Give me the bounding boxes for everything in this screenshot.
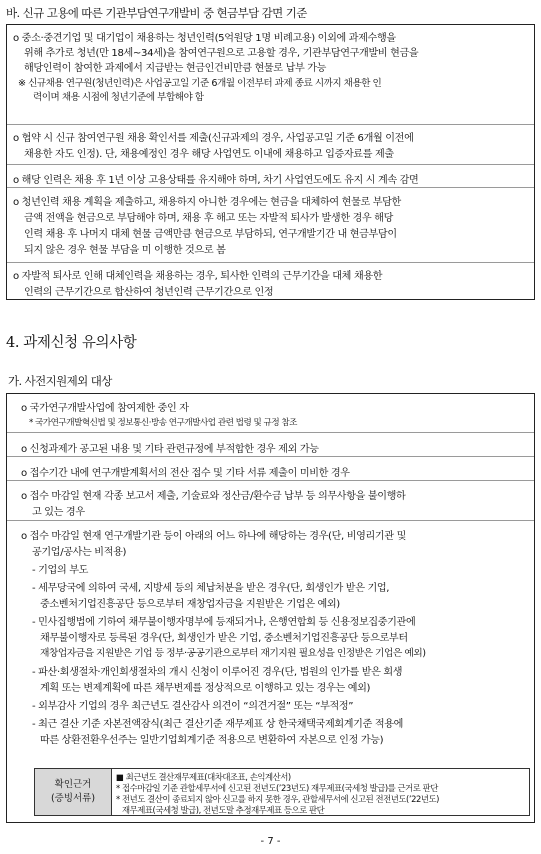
list-item-text: - 외부감사 기업의 경우 최근년도 결산감사 의견이 “의견거절” 또는 “부적정” [32, 701, 354, 712]
list-item [7, 432, 534, 457]
list-item-text: 공기업/공사는 비적용) [32, 547, 127, 558]
list-item [7, 25, 534, 102]
list-item [7, 262, 534, 301]
evidence-line: ■ 최근년도 결산재무제표(대차대조표, 손익계산서) [116, 772, 291, 782]
list-item-text: o 접수 마감일 현재 각종 보고서 제출, 기술료와 정산금/환수금 납부 등 의무사항을 불이행하 [21, 491, 406, 502]
list-item-text: 인력 채용 후 나머지 대체 현물 금액만큼 현금으로 부담하되, 연구개발기간 내 현금부담이 [24, 229, 397, 240]
list-item-text: 금액 전액을 현금으로 부담해야 하며, 채용 후 해고 또는 자발적 퇴사가 발생한 경우 해당 [24, 213, 394, 224]
section-ba-title: 바. 신규 고용에 따른 기관부담연구개발비 중 현금부담 감면 기준 [6, 6, 307, 20]
note-text: ※ 신규채용 연구원(청년인력)은 사업공고일 기준 6개월 이전부터 과제 종료 시까지 채용한 인 [18, 78, 382, 89]
list-item-text: 인력의 근무기간으로 합산하여 청년인력 근무기간으로 인정 [24, 287, 274, 298]
list-item-text: 위해 추가로 청년(만 18세~34세)을 참여연구원으로 고용할 경우, 기관부담연구개발비 현금을 [24, 48, 419, 59]
list-item-text: o 접수 마감일 현재 연구개발기관 등이 아래의 어느 하나에 해당하는 경우(단, 비영리기관 및 [21, 531, 406, 542]
evidence-body [112, 769, 529, 815]
list-item-text: - 기업의 부도 [32, 565, 89, 576]
list-item-text: 채무불이행자로 등록된 경우(단, 회생인가 받은 기업, 중소벤처기업진흥공단 등으로부터 [40, 633, 408, 644]
section-ba-box [6, 24, 535, 300]
evidence-line: * 접수마감일 기준 관할세무서에 신고된 전년도(’23년도) 재무제표(국세청 발급)를 근거로 판단 [116, 783, 438, 793]
evidence-line: 재무제표(국세청 발급), 전년도말 추정재무제표 등으로 판단 [122, 805, 325, 815]
list-item-text: 따른 상환전환우선주는 일반기업회계기준 적용으로 변환하여 자본으로 인정 가능) [40, 735, 384, 746]
list-item-text: o 해당 인력은 채용 후 1년 이상 고용상태를 유지해야 하며, 차기 사업연도에도 유지 시 계속 감면 [13, 175, 419, 186]
list-item-text: 계획 또는 변제계획에 따른 채무변제를 정상적으로 이행하고 있는 경우는 예외) [40, 683, 371, 694]
list-item-text: o 자발적 퇴사로 인해 대체인력을 채용하는 경우, 퇴사한 인력의 근무기간을 대체 채용한 [13, 271, 383, 282]
list-item-text: o 청년인력 채용 계획을 제출하고, 채용하지 아니한 경우에는 현금을 대체하여 현물로 부담한 [13, 197, 401, 208]
evidence-label-line: 확인근거 [54, 779, 92, 790]
list-item [7, 456, 534, 481]
list-item-text: o 협약 시 신규 참여연구원 채용 확인서를 제출(신규과제의 경우, 사업공고일 기준 6개월 이전에 [13, 133, 414, 144]
list-item [7, 394, 534, 432]
list-item [7, 187, 534, 258]
list-item-text: 중소벤처기업진흥공단 등으로부터 재창업자금을 지원받은 기업은 예외) [40, 599, 340, 610]
list-item-text: - 민사집행법에 기하여 채무불이행자명부에 등재되거나, 은행연합회 등 신용정보집중기관에 [32, 617, 416, 628]
list-item-text: o 중소·중견기업 및 대기업이 채용하는 청년인력(5억원당 1명 비례고용) 이외에 과제수행을 [13, 33, 396, 44]
page-number: - 7 - [260, 836, 281, 847]
list-item-text: o 신청과제가 공고된 내용 및 기타 관련규정에 부적합한 경우 제외 가능 [21, 444, 319, 455]
exclusion-box [6, 393, 535, 823]
evidence-table [34, 768, 530, 816]
section-4-heading: 4. 과제신청 유의사항 [6, 335, 137, 351]
list-item-text: 되지 않은 경우 현물 부담을 미 이행한 것으로 봄 [24, 245, 226, 256]
list-item-text: - 최근 결산 기준 자본전액잠식(최근 결산기준 재무제표 상 한국채택국제회계기준 적용에 [32, 719, 404, 730]
list-item [7, 124, 534, 165]
list-item-text: 재창업자금을 지원받은 기업 등 정부·공공기관으로부터 재기지원 필요성을 인정받은 기업은 예외) [40, 648, 426, 659]
evidence-label-line: (증빙서류) [50, 793, 96, 804]
evidence-label [35, 769, 112, 815]
list-item [7, 480, 534, 521]
list-item-text: 채용한 자도 인정). 단, 채용예정인 경우 해당 사업연도 이내에 채용하고 입증자료를 제출 [24, 149, 394, 160]
list-item-text: 고 있는 경우 [32, 507, 85, 518]
section-ga-subheading: 가. 사전지원제외 대상 [8, 374, 112, 388]
list-item-text: - 세무당국에 의하여 국세, 지방세 등의 체납처분을 받은 경우(단, 회생인가 받은 기업, [32, 583, 390, 594]
list-item [7, 164, 534, 187]
list-item-text: o 국가연구개발사업에 참여제한 중인 자 [21, 403, 189, 414]
note-text: * 국가연구개발혁신법 및 정보통신·방송 연구개발사업 관련 법령 및 규정 참조 [29, 418, 297, 428]
list-item-text: 해당인력이 참여한 과제에서 지급받는 현금인건비만큼 현물로 납부 가능 [24, 63, 327, 74]
list-item-text: - 파산·회생절차·개인회생절차의 개시 신청이 이루어진 경우(단, 법원의 인가를 받은 회생 [32, 667, 403, 678]
note-text: 력이며 채용 시점에 청년기준에 부합해야 함 [33, 92, 204, 103]
list-item-text: o 접수기간 내에 연구개발계획서의 전산 접수 및 기타 서류 제출이 미비한 경우 [21, 468, 350, 479]
evidence-line: * 전년도 결산이 종료되지 않아 신고를 하지 못한 경우, 관할세무서에 신고된 전전년도(’22년도) [116, 794, 439, 804]
